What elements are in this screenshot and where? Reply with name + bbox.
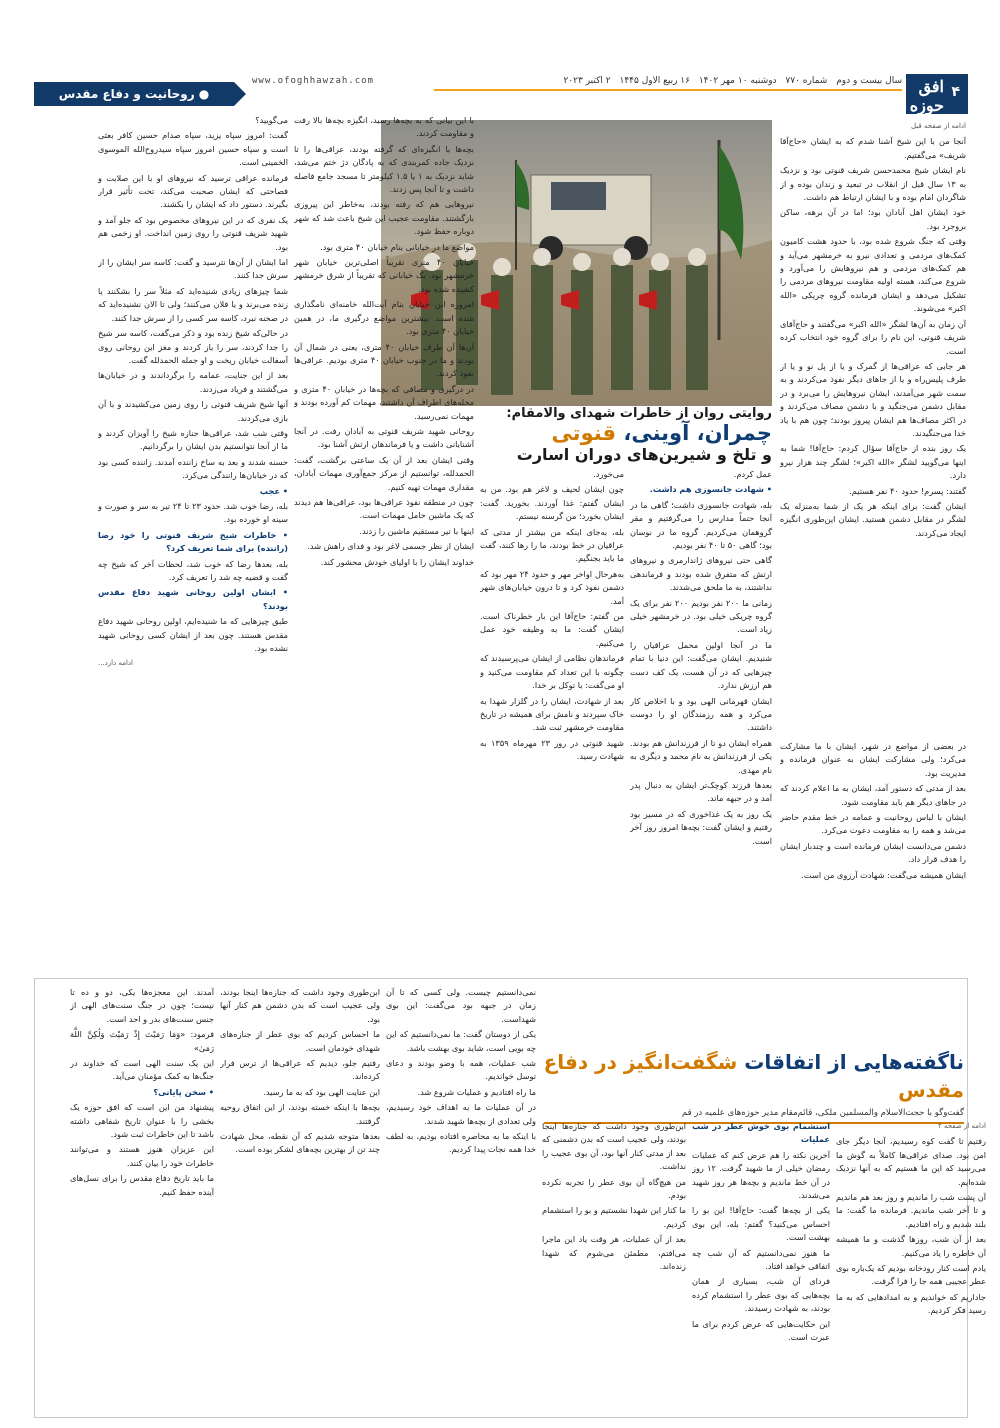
- paragraph: همراه ایشان دو تا از فرزندانش هم بودند. یکی از فرزندانش به نام محمد و دیگری به نام مهدی.: [630, 737, 772, 775]
- question: • عجب: [259, 485, 288, 496]
- issue-meta: [558, 76, 902, 86]
- side-column-6: [70, 986, 214, 1410]
- paragraph: به‌هرحال اواخر مهر و حدود ۲۴ مهر بود که دشمن نفوذ کرد و تا درون خیابان‌های شهر آمد.: [480, 568, 624, 606]
- paragraph: در حالی‌که شیخ زنده بود و ذکر می‌گفت، کاسه سر شیخ را جدا کردند، سر را باز کردند و مغز این روحانی روی آسفالت خیابان ریخت و او جمله الحمدلله گفت.: [98, 328, 288, 365]
- date-gregorian: ۲ اکتبر ۲۰۲۳: [563, 76, 611, 86]
- continued-label: ادامه از صفحه ۲: [937, 1122, 986, 1130]
- headline-kicker: روایتی روان از خاطرات شهدای والامقام:: [506, 406, 772, 421]
- paragraph: این عزیزان هنوز هستند و می‌توانند خاطرات خود را بیان کنند.: [70, 1144, 214, 1168]
- section-title-text: روحانیت و دفاع مقدس: [58, 87, 195, 101]
- paragraph: مواضع ما در خیابانی بنام خیابان ۴۰ متری بود.: [320, 241, 474, 252]
- paragraph: پیشنهاد من این است که افق حوزه یک بخشی را با عنوان تاریخ شفاهی داشته باشد تا این خاطرات ثبت شود.: [70, 1102, 214, 1140]
- paragraph: ما هنوز نمی‌دانستیم که آن شب چه اتفاقی خواهد افتاد.: [692, 1247, 830, 1272]
- paragraph: ایشان قهرمانی الهی بود و با اخلاص کار می‌کرد و همه رزمندگان او را دوست داشتند.: [630, 695, 772, 733]
- column-2: [630, 468, 772, 964]
- paragraph: یک نفری که در این نیروهای مخصوص بود که جلو آمد و شهید شریف قنوتی را روی زمین انداخت. او زخمی هم بود.: [98, 214, 288, 252]
- paragraph: یک روز به یک غذاخوری که در مسیر بود رفتیم و ایشان گفت: بچه‌ها امروز روز آخر است.: [630, 808, 772, 846]
- paragraph: بله، شهادت جانسوزی داشت؛ گاهی ما در آنجا حتماً مدارس را می‌گرفتیم و مقر گروهمان می‌کردیم. گروه ما در نوسان بود؛ گاهی ۵۰ تا ۴۰ نفر بودیم.: [630, 499, 772, 551]
- paragraph: آخرین نکته را هم عرض کنم که عملیات رمضان خیلی از ما شهید گرفت. ۱۲ روز در آن خط ماندیم و بچه‌ها هر روز شهید می‌شدند.: [692, 1149, 830, 1201]
- paragraph: شهید قنوتی در روز ۲۳ مهرماه ۱۳۵۹ به شهادت رسید.: [480, 737, 624, 762]
- paragraph: ما احساس کردیم که بوی عطر از جنازه‌های شهدای خودمان است.: [220, 1029, 380, 1053]
- side-column-1: [836, 1120, 986, 1410]
- paragraph: این عنایت الهی بود که به ما رسید.: [263, 1086, 380, 1097]
- quran-verse: فرمود: «وَمَا رَمَيْتَ إِذْ رَمَيْتَ وَلَٰكِنَّ اللَّهَ رَمَىٰ»: [70, 1029, 214, 1053]
- paragraph: روحانی شهید شریف قنوتی به آبادان رفت. در آنجا آشنایانی داشت و یا فرماندهان ارتش آشنا بود.: [294, 425, 474, 450]
- paragraph: ما در آنجا اولین محمل عراقیان را شنیدیم. ایشان می‌گفت: این دنیا با تمام چیزهایی که در آن هست، یک کف دست هم ارزش ندارد.: [630, 639, 772, 691]
- paragraph: با این بیانی که به بچه‌ها رسید، انگیزه بچه‌ها بالا رفت و مقاومت کردند.: [294, 115, 474, 139]
- paragraph: بعد از مدتی که دستور آمد، ایشان به ما اعلام کردند که در جاهای دیگر هم باید مقاومت شود.: [780, 783, 966, 807]
- side-column-2: [692, 1120, 830, 1410]
- paragraph: می‌گویید؟: [255, 115, 288, 125]
- paragraph: جاداریم که خواندیم و به امدادهایی که به ما رسید فکر کردیم.: [836, 1291, 986, 1316]
- paragraph: گاهی حتی نیروهای ژاندارمری و نیروهای ارتش که متفرق شده بودند و فرماندهی نداشتند، به ما ملحق می‌شدند.: [630, 555, 772, 593]
- paragraph: عمل کردم.: [733, 469, 772, 479]
- side-story-title-part2: شگفت‌انگیز در دفاع مقدس: [543, 1050, 964, 1102]
- column-4: [294, 114, 474, 966]
- question: • سخن پایانی؟: [153, 1086, 214, 1097]
- headline-subtitle: و تلخ و شیرین‌های دوران اسارت: [516, 445, 772, 464]
- paragraph: نیروهایی هم که رفته بودند، به‌خاطر این پیروزی بازگشتند. مقاومت عجیب این شیخ باعث شد که شهر دوباره حفظ شود.: [294, 199, 474, 237]
- headline-title-part2: قنوتی: [551, 421, 617, 445]
- paragraph: خداوند ایشان را با اولیای خودش محشور کند.: [320, 556, 474, 567]
- question: • خاطرات شیخ شریف قنوتی را خود رضا (راننده) برای شما تعریف کرد؟: [98, 529, 288, 554]
- paragraph: گفتند: پسرم! حدود ۴۰ نفر هستیم.: [849, 485, 966, 496]
- paragraph: آن پشت شب را ماندیم و روز بعد هم ماندیم و تا آخر شب ماندیم. فرمانده ما گفت: ما بلند شدیم و راه افتادیم.: [836, 1192, 986, 1229]
- paragraph: می‌خورد.: [593, 469, 624, 479]
- paragraph: ما باید تاریخ دفاع مقدس را برای نسل‌های آینده حفظ کنیم.: [70, 1173, 214, 1197]
- paragraph: بعد از شهادت، ایشان را در گلزار شهدا به خاک سپردند و نامش برای همیشه در تاریخ مقاومت خرمشهر ثبت شد.: [480, 695, 624, 733]
- side-story-subtitle: گفت‌وگو با حجت‌الاسلام والمسلمین ملکی، قائم‌مقام مدیر حوزه‌های علمیه در قم: [681, 1108, 964, 1118]
- paragraph: در درگیری و مصافی که بچه‌ها در خیابان ۴۰ متری و محله‌های اطراف آن داشتند، مهمات کم آورده بودند و مهمات نمی‌رسید.: [294, 383, 474, 421]
- paragraph: یک روز بنده از حاج‌آقا سؤال کردم: حاج‌آقا! شما به اینها می‌گویید لشگر «الله اکبر»؛ لشگر چند هزار نیرو دارد.: [780, 443, 966, 481]
- volume: سال بیست و دوم: [836, 76, 902, 86]
- paragraph: آنجا من با این شیخ آشنا شدم که به ایشان «حاج‌آقا شریف» می‌گفتیم.: [780, 136, 966, 160]
- side-column-3: [542, 1120, 686, 1410]
- paragraph: آنها شیخ شریف قنوتی را روی زمین می‌کشیدند و با آن بازی می‌کردند.: [98, 399, 288, 423]
- answer: بله، رضا خوب شد. حدود ۲۳ تا ۲۴ تیر به سر و صورت و سینه او خورده بود.: [98, 500, 288, 525]
- paragraph: شما چیزهای زیادی شنیده‌اید که مثلاً سر را بشکنند یا زنده می‌برند و یا فلان می‌کنند؛ ولی تا الان نشنیده‌اید که در صحنه نبرد، کاسه سر کسی را از سرش جدا کنند.: [98, 285, 288, 323]
- paragraph: بعدها فرزند کوچک‌تر ایشان به دنبال پدر آمد و در جبهه ماند.: [630, 779, 772, 804]
- paragraph: با اینکه ما به محاصره افتاده بودیم، به لطف خدا همه نجات پیدا کردیم.: [386, 1131, 536, 1155]
- paragraph: دشمن می‌دانست ایشان فرمانده است و چندبار ایشان را هدف قرار داد.: [780, 840, 966, 865]
- paragraph: وقتی شب شد، عراقی‌ها جنازه شیخ را آویزان کردند و ما از آنجا نتوانستیم بدن ایشان را برگردانیم.: [98, 427, 288, 452]
- paragraph: این‌طوری وجود داشت که جنازه‌ها اینجا بودند، ولی عجیب است که بدن دشمنی که بعد از مدتی کنار آنها بود، آن بوی عجیب را نداشت.: [542, 1121, 686, 1172]
- answer: طبق چیزهایی که ما شنیده‌ایم، اولین روحانی شهید دفاع مقدس هستند. چون بعد از ایشان کسی روحانی شهید نشده بود.: [98, 616, 288, 654]
- column-1: [780, 120, 966, 738]
- paragraph: یکی از بچه‌ها گفت: حاج‌آقا! این بو را احساس می‌کنید؟ گفتم: بله، این بوی بهشت است.: [692, 1205, 830, 1243]
- question: • ایشان اولین روحانی شهید دفاع مقدس بودند؟: [98, 587, 288, 611]
- side-column-4: [386, 986, 536, 1410]
- paragraph: ایشان همیشه می‌گفت: شهادت آرزوی من است.: [801, 869, 966, 880]
- section-title: ● روحانیت و دفاع مقدس: [34, 82, 234, 106]
- paragraph: رفتیم تا گفت کوه رسیدیم، آنجا دیگر جای امن بود. صدای عراقی‌ها کاملاً به گوش ما می‌رسید که این ما هستیم که به آنها نزدیک شده‌ایم.: [836, 1136, 986, 1187]
- headline-title-part1: چمران، آوینی،: [616, 421, 772, 445]
- answer: بله، بعدها رضا که خوب شد، لحظات آخر که شیخ چه گفت و قضیه چه شد را تعریف کرد.: [98, 558, 288, 582]
- paragraph: یکی از دوستان گفت: ما نمی‌دانستیم که این چه بویی است، شاید بوی بهشت باشد.: [386, 1029, 536, 1053]
- column-1-bottom: [780, 740, 966, 962]
- paragraph: شب عملیات، همه با وضو بودند و دعای توسل خواندیم.: [386, 1058, 536, 1082]
- paragraph: من گفتم: حاج‌آقا این بار خطرناک است. ایشان گفت: ما به وظیفه خود عمل می‌کنیم.: [480, 611, 624, 648]
- paragraph: اینها با تیر مستقیم ماشین را زدند.: [359, 525, 474, 536]
- paragraph: نام ایشان شیخ محمدحسن شریف قنوتی بود و نزدیک به ۱۳ سال قبل از انقلاب در تبعید و زندان بوده و از شاگردان امام بوده و با ایشان ارتباط هم داشت.: [780, 165, 966, 203]
- column-3: [480, 468, 624, 964]
- paragraph: این یک سنت الهی است که خداوند در جنگ‌ها به کمک مؤمنان می‌آید.: [70, 1058, 214, 1082]
- paragraph: حسنه شدند و بعد به ساخ زاننده آمدند. زاننده کسی بود که در خیابان‌ها رانندگی می‌کرد.: [98, 456, 288, 481]
- paragraph: یادم است کنار رودخانه بودیم که یک‌باره بوی عطر عجیبی همه جا را فرا گرفت.: [836, 1263, 986, 1287]
- paragraph: بله، به‌جای اینکه من بیشتر از مدتی که عراقیان در خط بودند، ما را رها کنند، گفت ما باید بجنگیم.: [480, 526, 624, 564]
- side-story-header: [524, 1048, 964, 1118]
- subheading: • شهادت جانسوزی هم داشت.: [649, 484, 772, 495]
- paragraph: در بعضی از مواضع در شهر، ایشان با ما مشارکت می‌کرد؛ ولی مشارکت ایشان به عنوان فرمانده و مدیریت بود.: [780, 741, 966, 778]
- paragraph: خود ایشان اهل آبادان بود؛ اما در آن برهه، ساکن بروجرد بود.: [780, 207, 966, 231]
- paragraph: من هیچ‌گاه آن بوی عطر را تجربه نکرده بودم.: [542, 1176, 686, 1201]
- paragraph: آن‌ها آن طرف خیابان ۴۰ متری، یعنی در شمال آن بودند و ما در جنوب خیابان ۴۰ متری بودیم. عراقی‌ها نفوذ کردند.: [294, 341, 474, 379]
- paragraph: بعد از آن شب، روزها گذشت و ما همیشه آن خاطره را یاد می‌کنیم.: [836, 1234, 986, 1258]
- paragraph: چون ایشان لحیف و لاغر هم بود. من به ایشان گفتم: غذا آوردند. بخورید. گفت: ایشان بخورد؛ من گرسنه نیستم.: [480, 484, 624, 522]
- page-header: [34, 74, 968, 114]
- logo-text: افق حوزه: [909, 77, 944, 115]
- paragraph: نمی‌دانستیم چیست. ولی کسی که تا آن زمان در جبهه بود می‌گفت: این بوی شهداست.: [386, 987, 536, 1024]
- masthead-logo: [906, 74, 968, 114]
- paragraph: خیابان ۴۰ متری تقریباً اصلی‌ترین خیابان شهر خرمشهر بود. یک خیابانی که تقریباً از شرق خرمشهر کشیده شده بود.: [294, 257, 474, 294]
- paragraph: فرماندهان نظامی از ایشان می‌پرسیدند که چگونه با این تعداد کم مقاومت می‌کنید و او می‌گفت: با توکل بر خدا.: [480, 653, 624, 691]
- date-lunar: ۱۶ ربیع الاول ۱۴۴۵: [619, 76, 690, 86]
- paragraph: آمدند. این معجزه‌ها یکی، دو و ده تا نیست؛ چون در جنگ سنت‌های الهی از جنس سنت‌های بدر و احد است.: [70, 987, 214, 1024]
- paragraph: وقتی که جنگ شروع شده بود، با حدود هشت کامیون کمک‌های مردمی و تعدادی نیرو به خرمشهر می‌آید و هم کمک‌های مردمی و هم نیروهایش را می‌آورد و شروع می‌کند، هسته اولیه مقاومت نیروهای مردمی را تشکیل می‌دهد و ایشان فرمانده گروه چریکی «الله اکبر» می‌شوند.: [780, 236, 966, 314]
- date-solar: دوشنبه ۱۰ مهر ۱۴۰۲: [698, 76, 777, 86]
- continued-label: ادامه دارد...: [98, 659, 133, 668]
- paragraph: گفت: امروز سپاه یزید، سپاه صدام حسین کافر بعثی است و سپاه حسین امروز سپاه سیدروح‌الله الموسوی الخمینی است.: [98, 130, 288, 168]
- paragraph: رفتیم جلو، دیدیم که عراقی‌ها از ترس فرار کرده‌اند.: [220, 1058, 380, 1082]
- paragraph: هر جایی که عراقی‌ها از گمرک و یا از پل نو و یا از طرف پلیس‌راه و یا از جاهای دیگر نفوذ می‌کردند و به سمت شهر می‌آمدند، ایشان نیروهایش را می‌برد و در مقابل دشمن می‌جنگید و با دشمن مصاف می‌کردند و در اکثر مصاف‌ها هم ایشان پیروز بودند؛ چون هم با یاد خدا می‌جنگیدند.: [780, 360, 966, 438]
- continued-label: ادامه از صفحه قبل: [910, 122, 966, 130]
- paragraph: در آن عملیات ما به اهداف خود رسیدیم، ولی تعدادی از بچه‌ها شهید شدند.: [386, 1102, 536, 1126]
- page-number: ۴: [951, 84, 960, 100]
- paragraph: فردای آن شب، بسیاری از همان بچه‌هایی که بوی عطر را استشمام کرده بودند، به شهادت رسیدند.: [692, 1276, 830, 1314]
- paragraph: بعد از این جنایت، عمامه را برگرداندند و در خیابان‌ها می‌گشتند و فریاد می‌زدند.: [98, 370, 288, 394]
- paragraph: ایشان با لباس روحانیت و عمامه در خط مقدم حاضر می‌شد و همه را به مقاومت دعوت می‌کرد.: [780, 812, 966, 836]
- paragraph: بعدها متوجه شدیم که آن نقطه، محل شهادت چند تن از بهترین بچه‌های لشکر بوده است.: [220, 1131, 380, 1155]
- issue-number: شماره ۷۷۰: [785, 76, 828, 86]
- paragraph: ابن‌طوری وجود داشت که جنازه‌ها اینجا بودند، ولی عجیب است که بدن دشمن هم کنار آنها بود.: [220, 987, 380, 1024]
- paragraph: اما ایشان از آن‌ها نترسید و گفت: کاسه سر ایشان را از سرش جدا کنند.: [98, 257, 288, 281]
- paragraph: ما کنار این شهدا نشستیم و بو را استشمام کردیم.: [542, 1205, 686, 1229]
- side-story-title: [524, 1048, 964, 1104]
- paragraph: بچه‌ها با انگیزه‌ای که گرفته بودند، عراقی‌ها را تا نزدیک جاده کمربندی که به پادگان دژ ختم می‌شد، شاید نزدیک به ۱ یا ۱.۵ کیلومتر تا مسجد جامع فاصله داشت و تا آنجا پس زدند.: [294, 143, 474, 195]
- subheading: استشمام بوی خوش عطر در شب عملیات: [692, 1121, 830, 1145]
- paragraph: زمانی ما ۲۰۰ نفر بودیم ۲۰۰ نفر برای یک گروه چریکی خیلی بود. در خرمشهر خیلی زیاد است.: [630, 597, 772, 635]
- side-story-title-part1: ناگفته‌هایی از اتفاقات: [737, 1050, 964, 1074]
- website-url[interactable]: www.ofoghhawzah.com: [252, 76, 374, 86]
- paragraph: این حکایت‌هایی که عرض کردم برای ما عبرت است.: [692, 1318, 830, 1343]
- paragraph: بعد از آن عملیات، هر وقت یاد این ماجرا می‌افتم، مطمئن می‌شوم که شهدا زنده‌اند.: [542, 1234, 686, 1272]
- paragraph: ایشان گفت: برای اینکه هر یک از شما به‌منزله یک لشگر در مقابل دشمن هستید. ایشان این‌طوری انگیزه ایجاد می‌کردند.: [780, 500, 966, 538]
- paragraph: آن زمان به آن‌ها لشگر «الله اکبر» می‌گفتند و حاج‌آقای شریف قنوتی، این نام را برای گروه خود انتخاب کرده است.: [780, 318, 966, 356]
- paragraph: چون در منطقه نفوذ عراقی‌ها بود، عراقی‌ها هم دیدند که یک ماشین حامل مهمات است.: [294, 496, 474, 521]
- paragraph: بچه‌ها با اینکه خسته بودند، از این اتفاق روحیه گرفتند.: [220, 1102, 380, 1126]
- header-rule: [434, 89, 902, 91]
- paragraph: ما راه افتادیم و عملیات شروع شد.: [417, 1086, 536, 1097]
- paragraph: فرمانده عراقی ترسید که نیروهای او با این صلابت و فصاحتی که ایشان صحبت می‌کند، تحت تأثیر قرار بگیرند. دستور داد که ایشان را بکشند.: [98, 172, 288, 210]
- side-column-5: [220, 986, 380, 1410]
- paragraph: امروزه این خیابان بنام آیت‌الله خامنه‌ای نامگذاری شده است. بیشترین مواضع درگیری ما، در همین خیابان ۴۰ متری بود.: [294, 299, 474, 337]
- column-5: [98, 114, 288, 966]
- paragraph: وقتی ایشان بعد از آن یک ساعتی برگشت، گفت: الحمدلله، توانستیم از مرکز جمع‌آوری مهمات آبادان، مقداری مهمات تهیه کنیم.: [294, 454, 474, 492]
- paragraph: ایشان از نظر جسمی لاغر بود و فدای راهش شد.: [307, 541, 474, 552]
